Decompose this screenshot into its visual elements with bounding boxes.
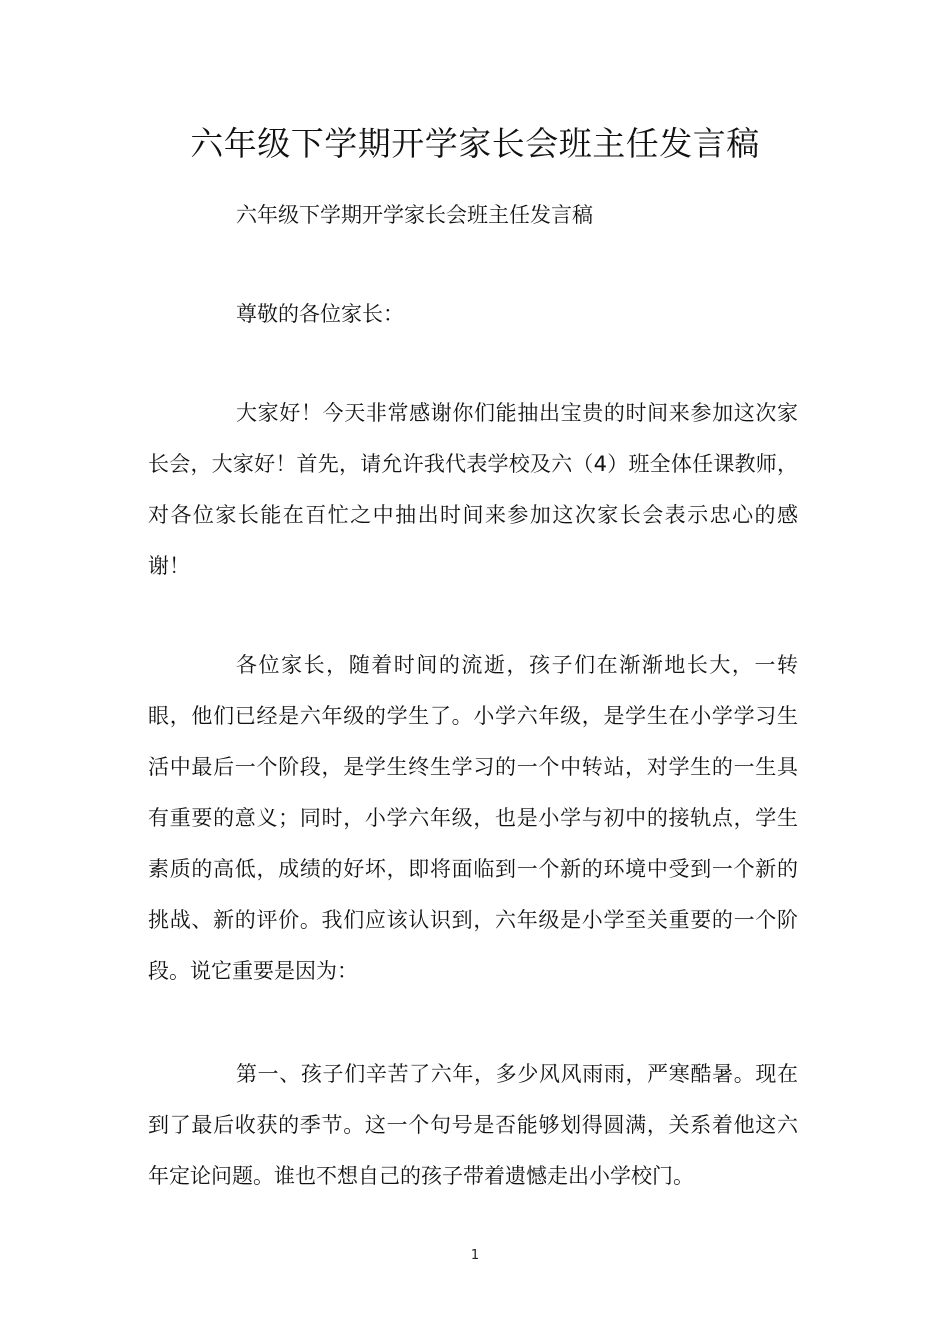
document-subtitle: 六年级下学期开学家长会班主任发言稿 bbox=[236, 203, 593, 227]
greeting-line: 尊敬的各位家长： bbox=[236, 302, 404, 326]
paragraph-3: 第一、孩子们辛苦了六年，多少风风雨雨，严寒酷暑。现在到了最后收获的季节。这一个句号是否能够划得圆满，关系着他这六年定论问题。谁也不想自己的孩子带着遗憾走出小学校门。 bbox=[148, 1062, 798, 1188]
page-number: 1 bbox=[470, 1248, 480, 1263]
paragraph-1: 大家好！今天非常感谢你们能抽出宝贵的时间来参加这次家长会，大家好！首先，请允许我代表学校及六（4）班全体任课教师，对各位家长能在百忙之中抽出时间来参加这次家长会表示忠心的感谢！ bbox=[148, 401, 798, 578]
document-title: 六年级下学期开学家长会班主任发言稿 bbox=[190, 124, 760, 163]
paragraph-2: 各位家长，随着时间的流逝，孩子们在渐渐地长大，一转眼，他们已经是六年级的学生了。小学六年级，是学生在小学学习生活中最后一个阶段，是学生终生学习的一个中转站，对学生的一生具有重要的意义；同时，小学六年级，也是小学与初中的接轨点，学生素质的高低，成绩的好坏，即将面临到一个新的环境中受到一个新的挑战、新的评价。我们应该认识到，六年级是小学至关重要的一个阶段。说它重要是因为： bbox=[148, 653, 798, 983]
